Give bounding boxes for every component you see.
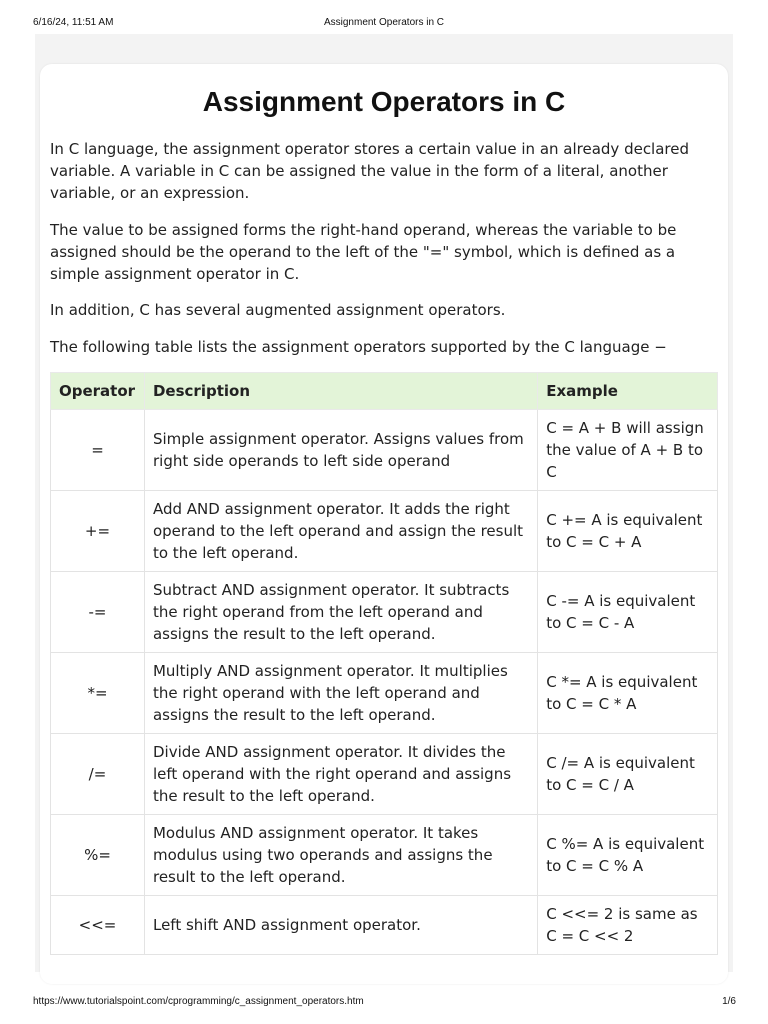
assignment-operators-table [50,372,718,955]
operator-cell: += [51,491,145,572]
page-title: Assignment Operators in C [202,86,566,117]
description-cell: Subtract AND assignment operator. It subtracts the right operand from the left operand and assigns the result to the left operand. [144,572,537,653]
intro-paragraph: In C language, the assignment operator stores a certain value in an already declared variable. A variable in C can be assigned the value in the form of a literal, another variable, or an expression. [50,140,690,202]
table-row [51,815,718,896]
print-footer [0,996,768,1010]
augmented-paragraph: In addition, C has several augmented assignment operators. [50,301,506,319]
table-row [51,896,718,955]
description-cell: Left shift AND assignment operator. [144,896,537,955]
print-url: https://www.tutorialspoint.com/cprogramming/c_assignment_operators.htm [33,996,364,1007]
operand-paragraph: The value to be assigned forms the right-hand operand, whereas the variable to be assigned should be the operand to the left of the "=" symbol, which is defined as a simple assignment operator in C. [50,221,677,283]
print-header [0,0,768,34]
table-row [51,734,718,815]
print-datetime: 6/16/24, 11:51 AM [33,17,114,28]
description-cell: Add AND assignment operator. It adds the right operand to the left operand and assign the result to the left operand. [144,491,537,572]
example-cell: C %= A is equivalent to C = C % A [538,815,718,896]
operator-cell: *= [51,653,145,734]
description-cell: Divide AND assignment operator. It divides the left operand with the right operand and assigns the result to the left operand. [144,734,537,815]
example-cell: C = A + B will assign the value of A + B to C [538,410,718,491]
print-doc-title: Assignment Operators in C [323,17,445,28]
example-cell: C /= A is equivalent to C = C / A [538,734,718,815]
table-row [51,572,718,653]
table-row [51,410,718,491]
table-row [51,491,718,572]
description-cell: Modulus AND assignment operator. It takes modulus using two operands and assigns the result to the left operand. [144,815,537,896]
page-number: 1/6 [722,996,736,1007]
operator-cell: -= [51,572,145,653]
example-cell: C <<= 2 is same as C = C << 2 [538,896,718,955]
header-example: Example [538,373,718,410]
operator-cell: = [51,410,145,491]
table-intro-paragraph: The following table lists the assignment operators supported by the C language − [50,338,667,356]
operator-cell: /= [51,734,145,815]
description-cell: Simple assignment operator. Assigns values from right side operands to left side operand [144,410,537,491]
operator-cell: <<= [51,896,145,955]
description-cell: Multiply AND assignment operator. It multiplies the right operand with the left operand and assigns the result to the left operand. [144,653,537,734]
example-cell: C *= A is equivalent to C = C * A [538,653,718,734]
example-cell: C -= A is equivalent to C = C - A [538,572,718,653]
table-header-row [51,373,718,410]
table-row [51,653,718,734]
header-operator: Operator [51,373,145,410]
example-cell: C += A is equivalent to C = C + A [538,491,718,572]
header-description: Description [144,373,537,410]
operator-cell: %= [51,815,145,896]
